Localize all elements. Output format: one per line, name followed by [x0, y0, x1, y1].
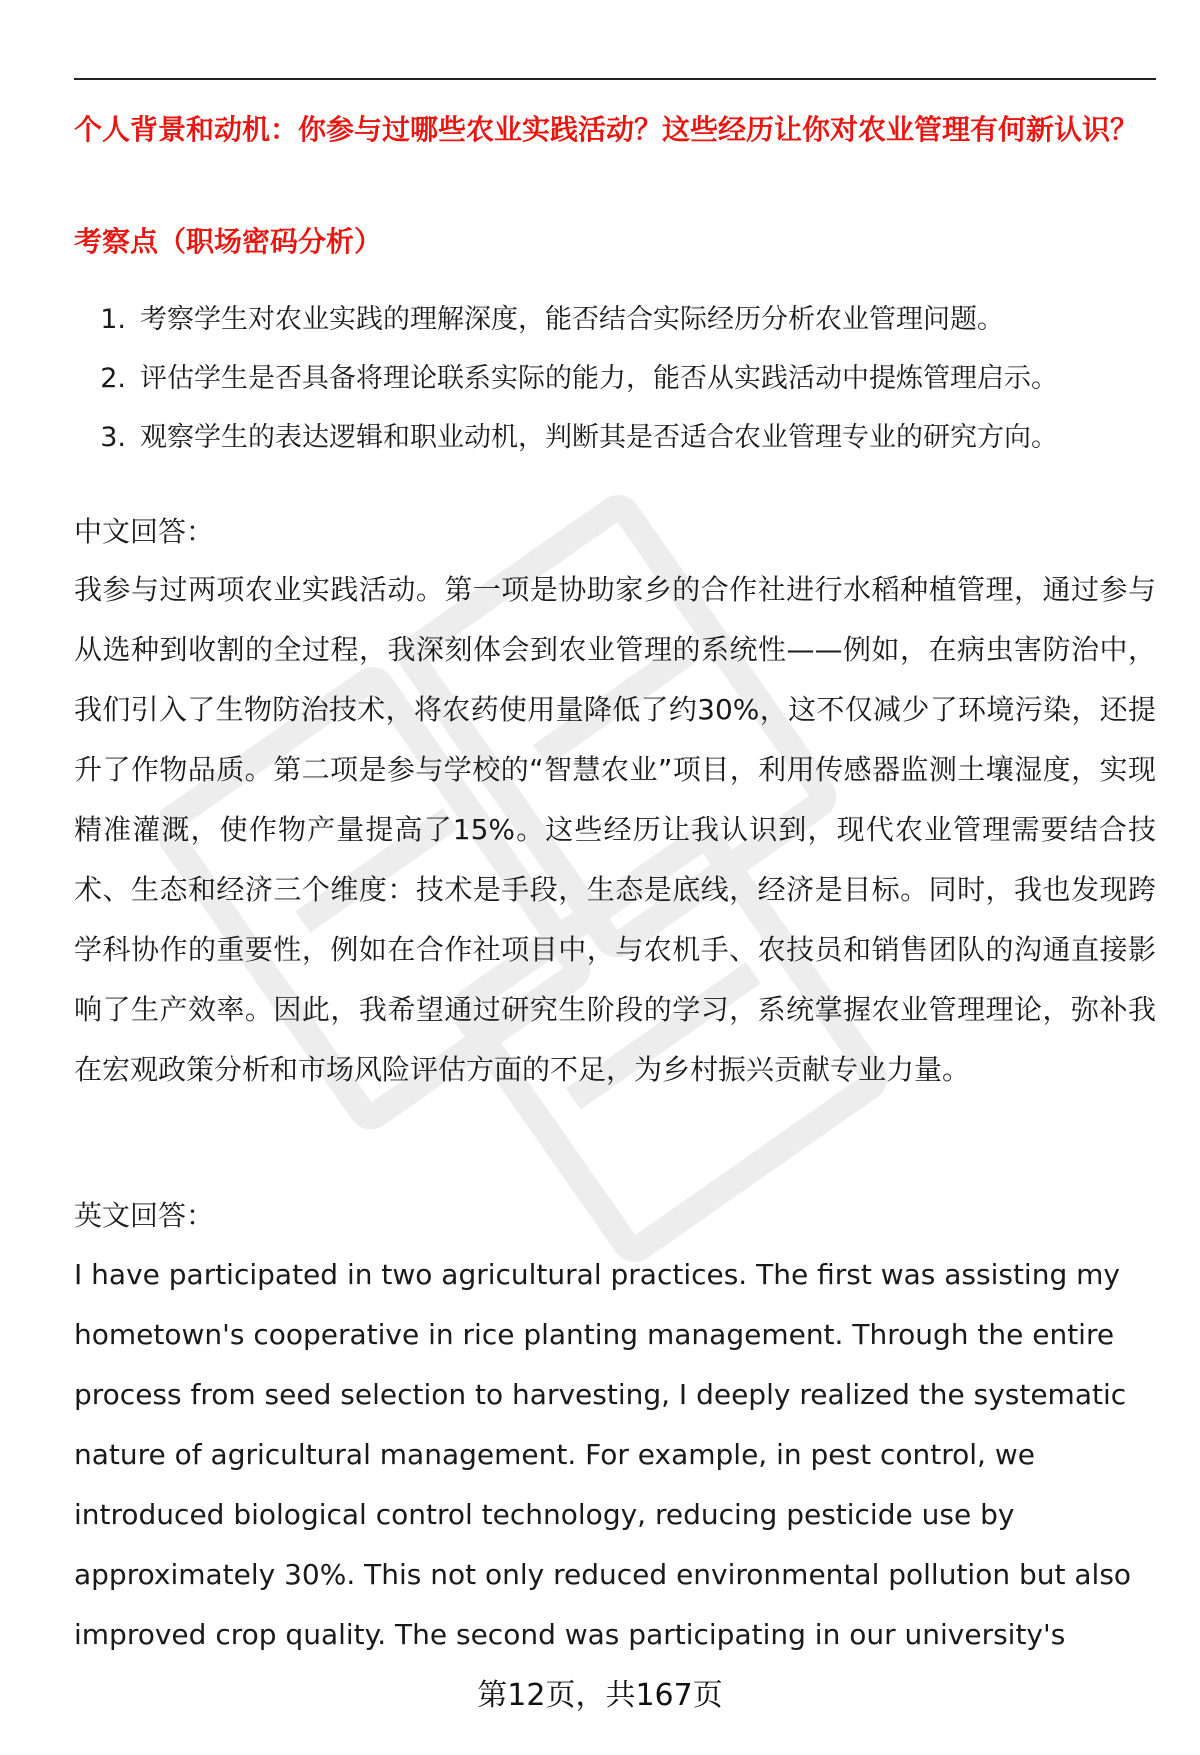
- list-item-number: 3.: [100, 422, 126, 453]
- question-heading: 个人背景和动机：你参与过哪些农业实践活动？这些经历让你对农业管理有何新认识？: [74, 113, 1139, 146]
- list-item-number: 2.: [100, 363, 126, 394]
- header-rule: [74, 78, 1156, 80]
- list-item-text: 评估学生是否具备将理论联系实际的能力，能否从实践活动中提炼管理启示。: [140, 363, 1058, 394]
- page-number: 第12页，共167页: [477, 1678, 723, 1713]
- list-item: [74, 300, 1164, 340]
- english-answer-paragraph: I have participated in two agricultural practices. The first was assisting my hometown's cooperative in rice planting management. Through the entire process from seed selection to harvesting, I deeply realized the systematic nature of agricultural management. For example, in pest control, we introduced biological control technology, reducing pesticide use by approximately 30%. This not only reduced environmental pollution but also improved crop quality. The second was participating in our university's: [74, 1258, 1132, 1651]
- chinese-answer-label: 中文回答：: [74, 515, 215, 548]
- list-item-number: 1.: [100, 304, 126, 335]
- points-heading: 考察点（职场密码分析）: [74, 225, 383, 258]
- points-list: [74, 300, 1164, 477]
- english-answer-label: 英文回答：: [74, 1199, 215, 1232]
- chinese-answer-paragraph: 我参与过两项农业实践活动。第一项是协助家乡的合作社进行水稻种植管理，通过参与从选种到收割的全过程，我深刻体会到农业管理的系统性——例如，在病虫害防治中，我们引入了生物防治技术，将农药使用量降低了约30%，这不仅减少了环境污染，还提升了作物品质。第二项是参与学校的“智慧农业”项目，利用传感器监测土壤湿度，实现精准灌溉，使作物产量提高了15%。这些经历让我认识到，现代农业管理需要结合技术、生态和经济三个维度：技术是手段，生态是底线，经济是目标。同时，我也发现跨学科协作的重要性，例如在合作社项目中，与农机手、农技员和销售团队的沟通直接影响了生产效率。因此，我希望通过研究生阶段的学习，系统掌握农业管理理论，弥补我在宏观政策分析和市场风险评估方面的不足，为乡村振兴贡献专业力量。: [74, 573, 1156, 1086]
- list-item-text: 考察学生对农业实践的理解深度，能否结合实际经历分析农业管理问题。: [140, 304, 1004, 335]
- list-item-text: 观察学生的表达逻辑和职业动机，判断其是否适合农业管理专业的研究方向。: [140, 422, 1058, 453]
- list-item: [74, 359, 1164, 399]
- list-item: [74, 418, 1164, 458]
